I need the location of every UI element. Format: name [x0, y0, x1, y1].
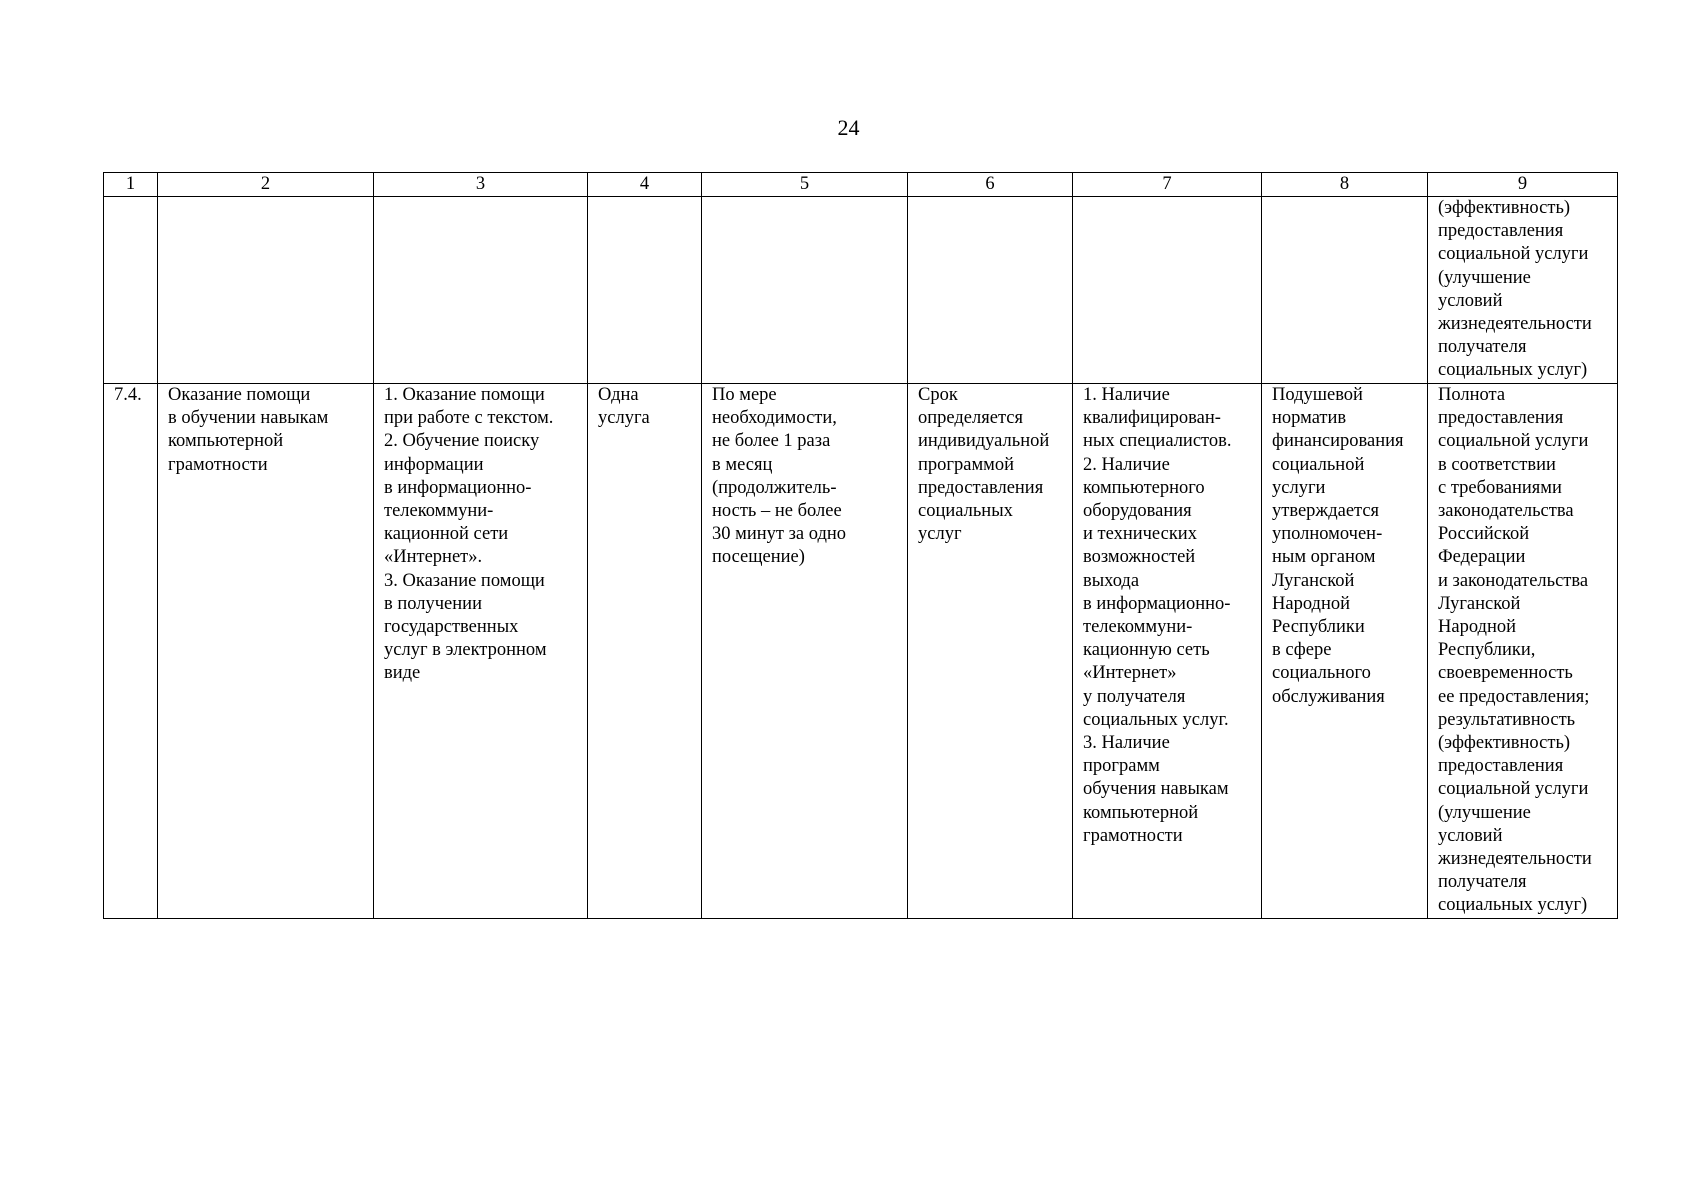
- cell-service-name: Оказание помощи в обучении навыкам компьютерной грамотности: [158, 384, 374, 919]
- cell-frequency: По мере необходимости, не более 1 раза в месяц (продолжитель- ность – не более 30 минут за одно посещение): [702, 384, 908, 919]
- cell-financing: Подушевой норматив финансирования социальной услуги утверждается уполномочен- ным органом Луганской Народной Республики в сфере социального обслуживания: [1262, 384, 1428, 919]
- cell-description: [374, 197, 588, 384]
- cell-quality: Полнота предоставления социальной услуги в соответствии с требованиями законодательства Российской Федерации и законодательства Луганской Народной Республики, своевременность ее предоставления; результативность (эффективность) предоставления социальной услуги (улучшение условий жизнедеятельности получателя социальных услуг): [1428, 384, 1618, 919]
- column-number-4: 4: [588, 173, 702, 197]
- cell-term: Срок определяется индивидуальной программой предоставления социальных услуг: [908, 384, 1073, 919]
- column-number-1: 1: [104, 173, 158, 197]
- cell-unit: Одна услуга: [588, 384, 702, 919]
- cell-number: [104, 197, 158, 384]
- column-number-2: 2: [158, 173, 374, 197]
- page-number: 24: [837, 115, 860, 140]
- column-number-8: 8: [1262, 173, 1428, 197]
- cell-service-name: [158, 197, 374, 384]
- column-number-3: 3: [374, 173, 588, 197]
- cell-quality: (эффективность) предоставления социальной услуги (улучшение условий жизнедеятельности получателя социальных услуг): [1428, 197, 1618, 384]
- cell-conditions: 1. Наличие квалифицирован- ных специалистов. 2. Наличие компьютерного оборудования и технических возможностей выхода в информационно- телекоммуни- кационную сеть «Интернет» у получателя социальных услуг. 3. Наличие программ обучения навыкам компьютерной грамотности: [1073, 384, 1262, 919]
- cell-description: 1. Оказание помощи при работе с текстом. 2. Обучение поиску информации в информационно- телекоммуни- кационной сети «Интернет». 3. Оказание помощи в получении государственных услуг в электронном виде: [374, 384, 588, 919]
- column-number-6: 6: [908, 173, 1073, 197]
- table-row-continuation: [104, 197, 1618, 384]
- column-numbers-row: [104, 173, 1618, 197]
- column-number-7: 7: [1073, 173, 1262, 197]
- column-number-9: 9: [1428, 173, 1618, 197]
- cell-conditions: [1073, 197, 1262, 384]
- cell-number: 7.4.: [104, 384, 158, 919]
- column-number-5: 5: [702, 173, 908, 197]
- cell-unit: [588, 197, 702, 384]
- cell-term: [908, 197, 1073, 384]
- services-table: [103, 172, 1618, 919]
- table-row-7-4: [104, 384, 1618, 919]
- cell-financing: [1262, 197, 1428, 384]
- cell-frequency: [702, 197, 908, 384]
